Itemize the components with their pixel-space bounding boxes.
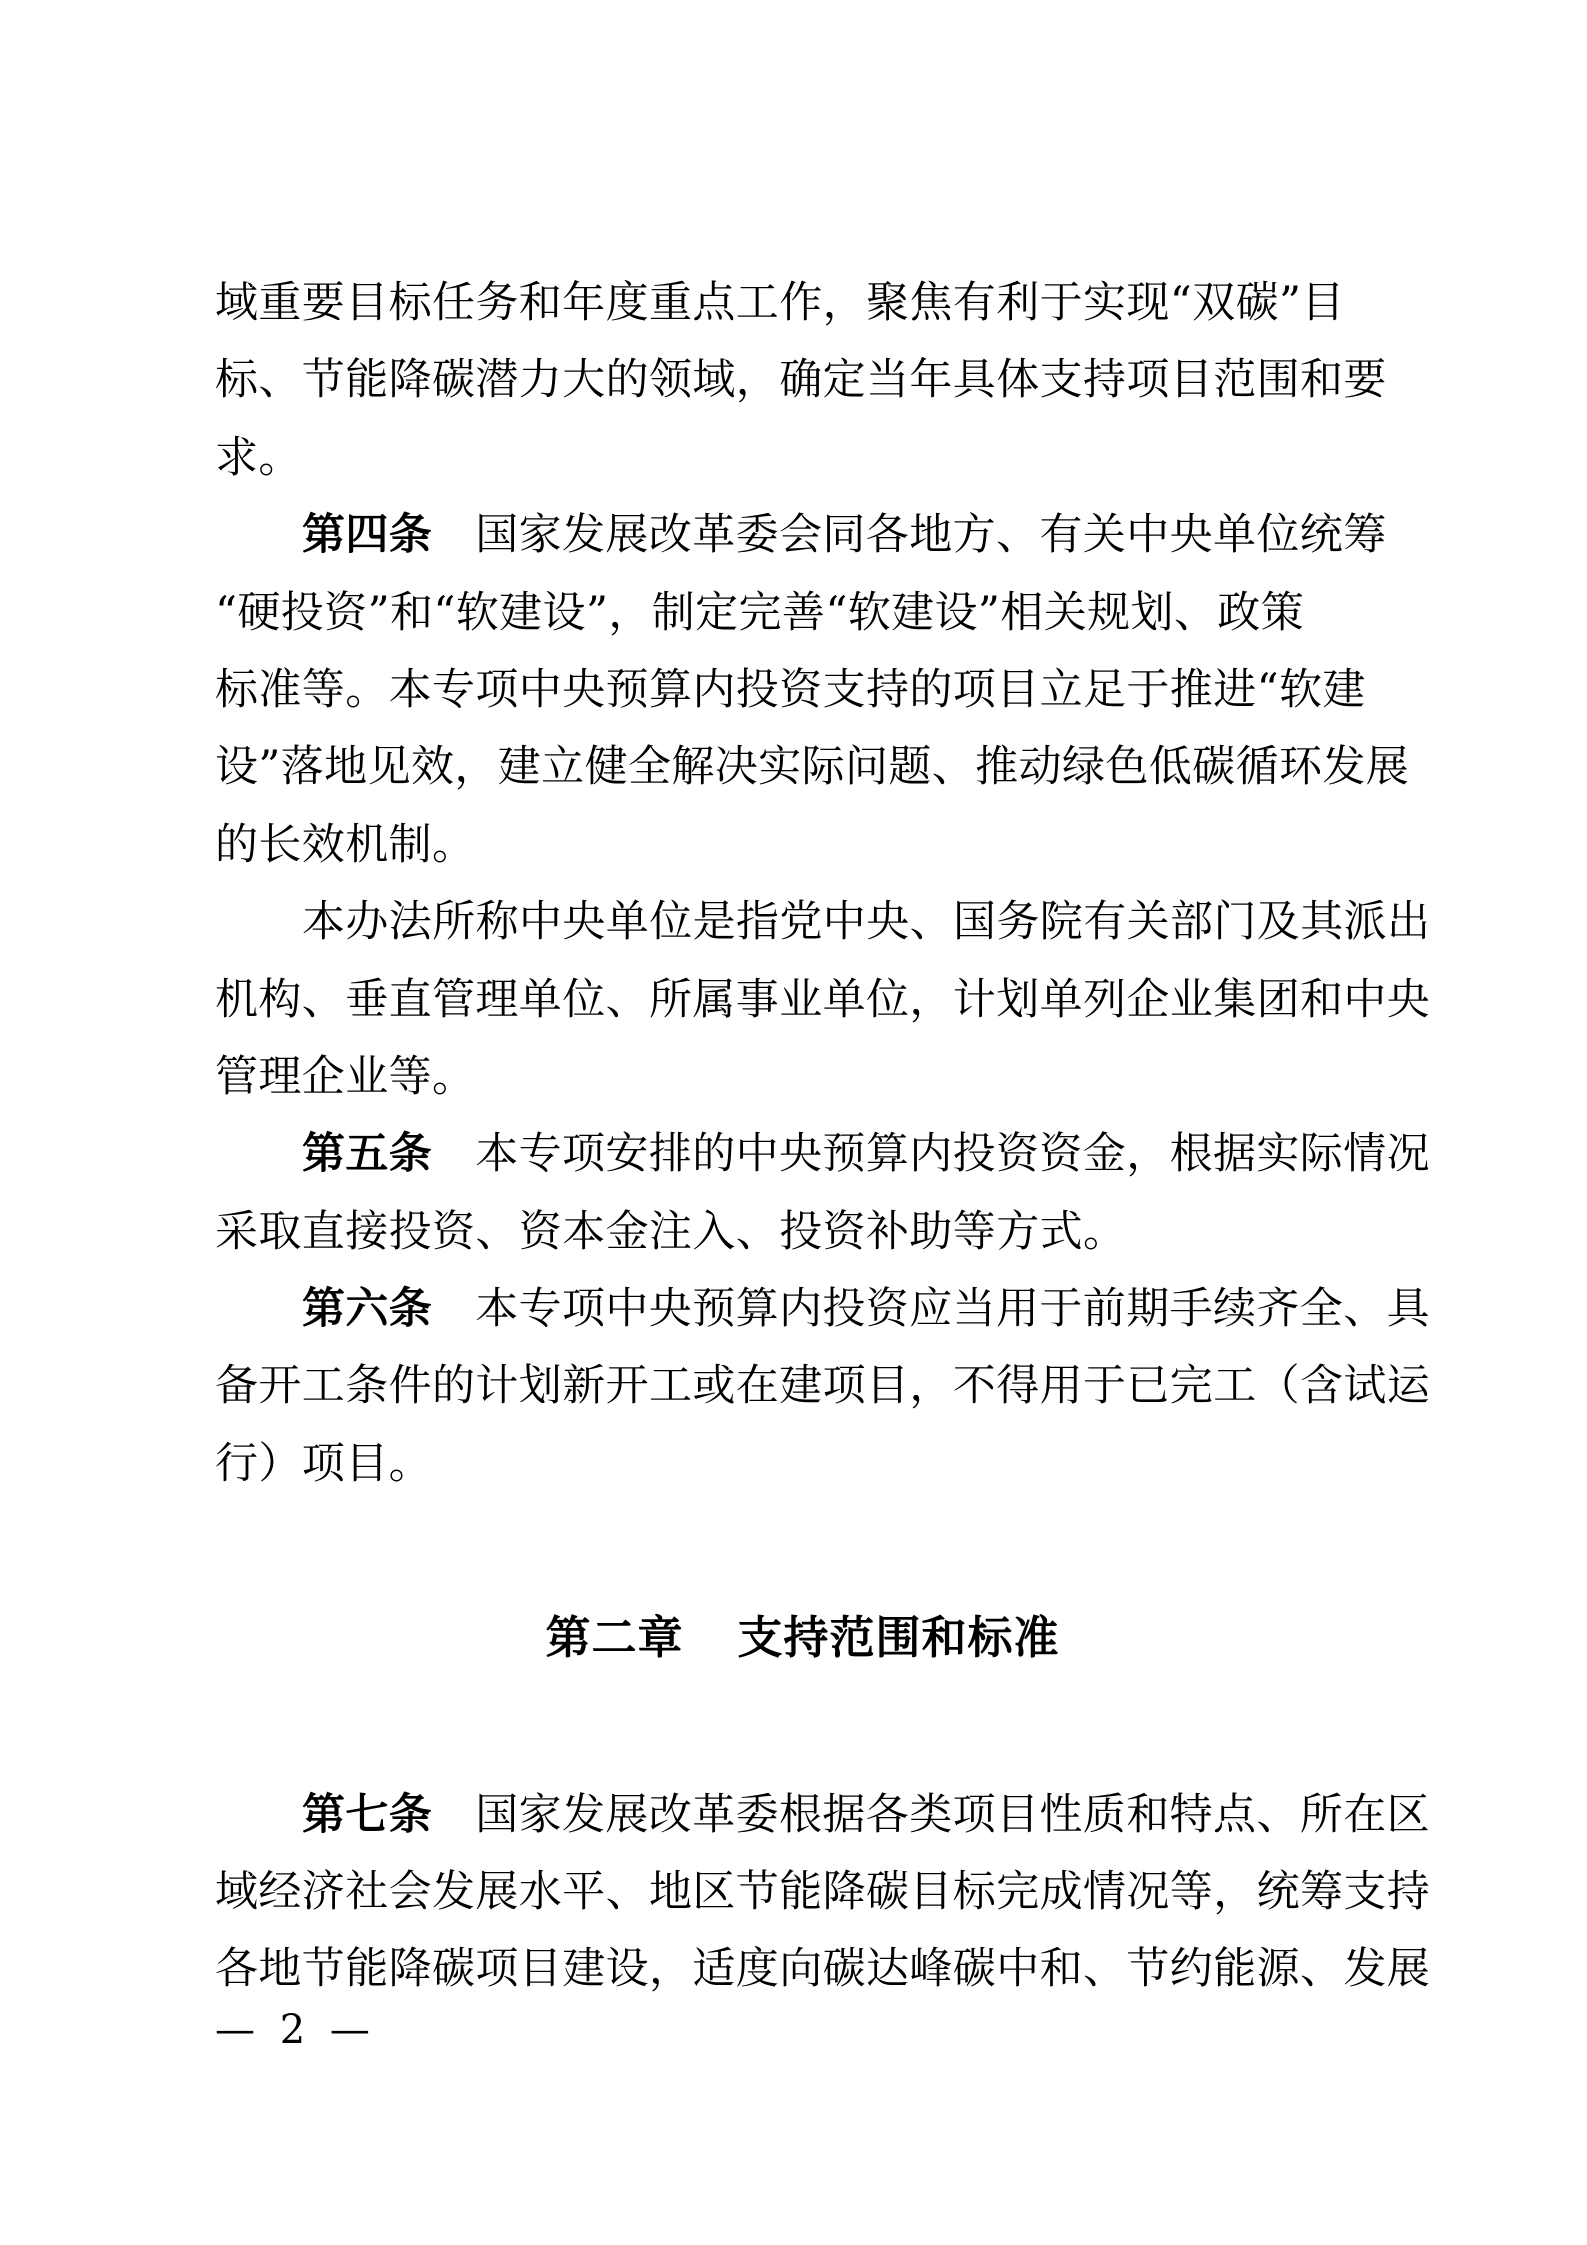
line-text: 标准等。本专项中央预算内投资支持的项目立足于推进“软建 — [215, 664, 1366, 715]
body-line — [215, 729, 1410, 806]
chapter-title: 支持范围和标准 — [737, 1611, 1060, 1665]
article-number: 第七条 — [302, 1789, 433, 1840]
line-text: 管理企业等。 — [215, 1051, 476, 1102]
body-line — [215, 265, 1390, 342]
line-text: 的长效机制。 — [215, 819, 476, 870]
body-line — [215, 1116, 1431, 1193]
page-number: — 2 — — [215, 2007, 370, 2053]
line-text: 域经济社会发展水平、地区节能降碳目标完成情况等，统筹支持 — [215, 1867, 1431, 1918]
article-number: 第六条 — [302, 1284, 433, 1335]
line-text: “硬投资”和“软建设”，制定完善“软建设”相关规划、政策 — [215, 587, 1305, 638]
body-line — [215, 807, 1390, 884]
line-text: 国家发展改革委会同各地方、有关中央单位统筹 — [475, 510, 1387, 561]
article-number: 第五条 — [302, 1129, 433, 1180]
line-text: 采取直接投资、资本金注入、投资补助等方式。 — [215, 1206, 1127, 1257]
chapter-heading — [215, 1599, 1390, 1676]
body-line — [215, 1271, 1431, 1348]
line-text: 国家发展改革委根据各类项目性质和特点、所在区 — [475, 1789, 1431, 1840]
body-line — [215, 1194, 1390, 1271]
article-number: 第四条 — [302, 510, 433, 561]
body-line — [215, 884, 1431, 961]
body-line — [215, 575, 1390, 652]
body-line — [215, 420, 1390, 497]
body-line — [215, 1039, 1390, 1116]
line-text: 本专项安排的中央预算内投资资金，根据实际情况 — [475, 1129, 1431, 1180]
line-text: 本办法所称中央单位是指党中央、国务院有关部门及其派出 — [302, 897, 1431, 948]
body-line — [215, 1854, 1431, 1931]
line-text: 各地节能降碳项目建设，适度向碳达峰碳中和、节约能源、发展 — [215, 1944, 1431, 1995]
body-line — [215, 1931, 1431, 2008]
document-body — [215, 265, 1431, 2009]
line-text: 本专项中央预算内投资应当用于前期手续齐全、具 — [475, 1284, 1431, 1335]
line-text: 备开工条件的计划新开工或在建项目，不得用于已完工（含试运 — [215, 1361, 1431, 1412]
line-text: 设”落地见效，建立健全解决实际问题、推动绿色低碳循环发展 — [215, 742, 1410, 793]
body-line — [215, 652, 1390, 729]
chapter-number: 第二章 — [545, 1611, 684, 1665]
line-text: 求。 — [215, 432, 302, 483]
body-line — [215, 1348, 1431, 1425]
line-text: 域重要目标任务和年度重点工作，聚焦有利于实现“双碳”目 — [215, 278, 1345, 328]
body-line — [215, 1426, 1390, 1503]
body-line — [215, 1777, 1431, 1854]
page-number-footer — [215, 2007, 370, 2053]
line-text: 行）项目。 — [215, 1438, 432, 1489]
body-line — [215, 962, 1431, 1039]
body-line — [215, 342, 1390, 419]
line-text: 机构、垂直管理单位、所属事业单位，计划单列企业集团和中央 — [215, 974, 1431, 1025]
line-text: 标、节能降碳潜力大的领域，确定当年具体支持项目范围和要 — [215, 355, 1387, 406]
body-line — [215, 497, 1390, 574]
